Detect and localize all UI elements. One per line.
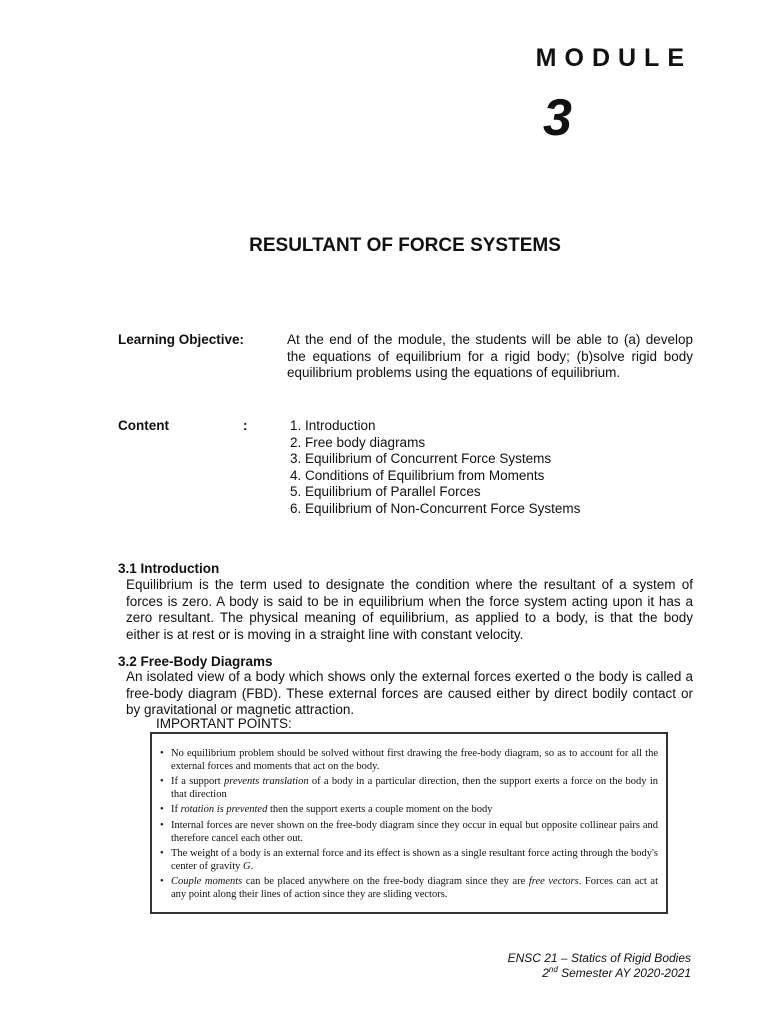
section-text-free-body-diagrams: An isolated view of a body which shows only the external forces exerted o the body is called a free-body diagram (FBD). These external forces are caused either by direct bodily contact or by gravitational or magnetic attraction.	[126, 669, 693, 718]
important-point: • If a support prevents translation of a body in a particular direction, then the support exerts a force on the body in that direction	[160, 776, 658, 800]
footer-course: ENSC 21 – Statics of Rigid Bodies	[507, 951, 691, 965]
bullet-icon: •	[160, 819, 164, 831]
bullet-icon: •	[160, 804, 164, 816]
module-number: 3	[543, 89, 572, 147]
bullet-icon: •	[160, 848, 164, 860]
important-point: • Couple moments can be placed anywhere on the free-body diagram since they are free vectors. Forces can act at any point along their lines of action since they are sliding vectors.	[160, 876, 659, 900]
content-label: Content	[118, 418, 169, 433]
content-item: 6. Equilibrium of Non-Concurrent Force Systems	[290, 500, 581, 516]
document-title: RESULTANT OF FORCE SYSTEMS	[249, 235, 561, 256]
important-points-label: IMPORTANT POINTS:	[156, 716, 292, 731]
bullet-icon: •	[160, 876, 164, 888]
learning-objective-text: At the end of the module, the students will be able to (a) develop the equations of equilibrium for a rigid body; (b)solve rigid body equilibrium problems using the equations of equilibrium.	[287, 332, 693, 381]
content-colon: :	[243, 418, 248, 433]
important-point: • No equilibrium problem should be solved without first drawing the free-body diagram, so as to account for all the external forces and moments that act on the body.	[160, 748, 658, 772]
important-point: • The weight of a body is an external force and its effect is shown as a single resultant force acting through the body's center of gravity G.	[160, 848, 658, 872]
bullet-icon: •	[160, 776, 164, 788]
learning-objective-label: Learning Objective:	[118, 332, 245, 347]
important-points-list	[160, 748, 658, 902]
bullet-icon: •	[160, 748, 164, 759]
important-point: • If rotation is prevented then the support exerts a couple moment on the body	[160, 804, 493, 816]
section-heading-free-body-diagrams: 3.2 Free-Body Diagrams	[118, 654, 273, 669]
section-heading-introduction: 3.1 Introduction	[118, 561, 220, 576]
important-point: • Internal forces are never shown on the free-body diagram since they occur in equal but opposite collinear pairs and therefore cancel each other out.	[160, 819, 658, 844]
content-item: 2. Free body diagrams	[290, 434, 426, 450]
footer-semester: 2nd Semester AY 2020-2021	[542, 965, 691, 980]
content-item: 3. Equilibrium of Concurrent Force Systems	[290, 451, 552, 467]
content-item: 4. Conditions of Equilibrium from Moments	[290, 467, 545, 483]
important-points-box	[150, 732, 668, 914]
section-text-introduction: Equilibrium is the term used to designate the condition where the resultant of a system of forces is zero. A body is said to be in equilibrium when the force system acting upon it has a zero resultant. The physical meaning of equilibrium, as applied to a body, is that the body either is at rest or is moving in a straight line with constant velocity.	[126, 577, 693, 642]
content-item: 1. Introduction	[290, 418, 376, 433]
content-item: 5. Equilibrium of Parallel Forces	[290, 484, 481, 500]
content-list	[290, 418, 580, 518]
module-label: MODULE	[535, 44, 692, 72]
